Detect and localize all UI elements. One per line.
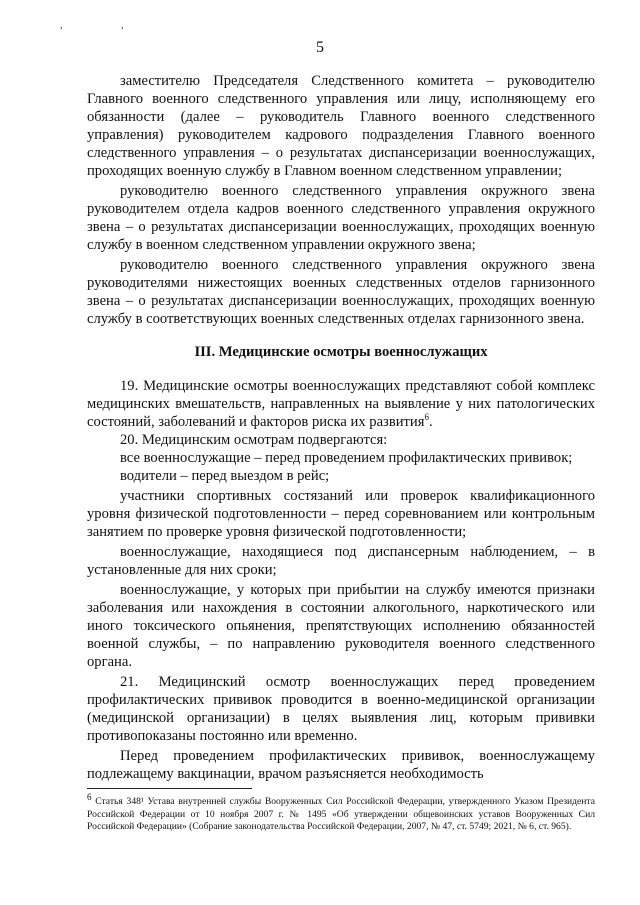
section-heading: III. Медицинские осмотры военнослужащих <box>194 344 488 360</box>
list-item: все военнослужащие – перед проведением профилактических прививок; <box>120 450 573 466</box>
footnote <box>87 791 595 834</box>
list-item: военнослужащие, у которых при прибытии на службу имеются признаки заболевания или нахождения в состоянии алкогольного, наркотического или иного токсического опьянения, препятствующих исполнению обязанностей военной службы, – по направлению руководителя военного следственного органа. <box>87 582 595 670</box>
paragraph-19-end: . <box>428 414 433 430</box>
scan-marks: , , <box>60 20 152 31</box>
document-body <box>87 72 595 783</box>
paragraph: руководителю военного следственного управления окружного звена руководителями нижестоящих военных следственных отделов гарнизонного звена – о результатах диспансеризации военнослужащих, проходящих военную службу в соответствующих военных следственных отделах гарнизонного звена. <box>87 257 595 327</box>
paragraph-19-text: 19. Медицинские осмотры военнослужащих представляют собой комплекс медицинских вмешательств, направленных на выявление у них патологических состояний, заболеваний и факторов риска их развития <box>87 378 595 430</box>
list-item: военнослужащие, находящиеся под диспансерным наблюдением, – в установленные для них сроки; <box>87 544 595 578</box>
paragraph-19 <box>87 377 595 431</box>
list-item: 20. Медицинским осмотрам подвергаются: <box>120 432 388 448</box>
footnote-marker: 6 <box>87 791 92 802</box>
page-number: 5 <box>316 39 324 56</box>
list-item: водители – перед выездом в рейс; <box>120 468 330 484</box>
footnote-divider <box>87 788 252 789</box>
footnote-text: Статья 348¹ Устава внутренней службы Вооруженных Сил Российской Федерации, утвержденного Указом Президента Российской Федерации от 10 ноября 2007 г. № 1495 «Об утверждении общевоинских уставов Вооруженных Сил Российской Федерации» (Собрание законодательства Российской Федерации, 2007, № 47, ст. 5749; 2021, № 6, ст. 965). <box>87 796 595 832</box>
paragraph: Перед проведением профилактических прививок, военнослужащему подлежащему вакцинации, врачом разъясняется необходимость <box>87 748 595 782</box>
paragraph: заместителю Председателя Следственного комитета – руководителю Главного военного следственного управления или лицу, исполняющему его обязанности (далее – руководитель Главного военного следственного управления) руководителем кадрового подразделения Главного военного следственного управления – о результатах диспансеризации военнослужащих, проходящих военную службу в Главном военном следственном управлении; <box>87 73 595 179</box>
list-item: участники спортивных состязаний или проверок квалификационного уровня физической подготовленности – перед соревнованием или контрольным занятием по проверке уровня физической подготовленности; <box>87 488 595 540</box>
paragraph: руководителю военного следственного управления окружного звена руководителем отдела кадров военного следственного управления окружного звена – о результатах диспансеризации военнослужащих, проходящих военную службу в военном следственном управлении окружного звена; <box>87 183 595 253</box>
paragraph-21: 21. Медицинский осмотр военнослужащих перед проведением профилактических прививок проводится в военно-медицинской организации (медицинской организации) в целях выявления лиц, которым прививки противопоказаны постоянно или временно. <box>87 674 595 744</box>
footnote-reference: 6 <box>424 412 429 423</box>
